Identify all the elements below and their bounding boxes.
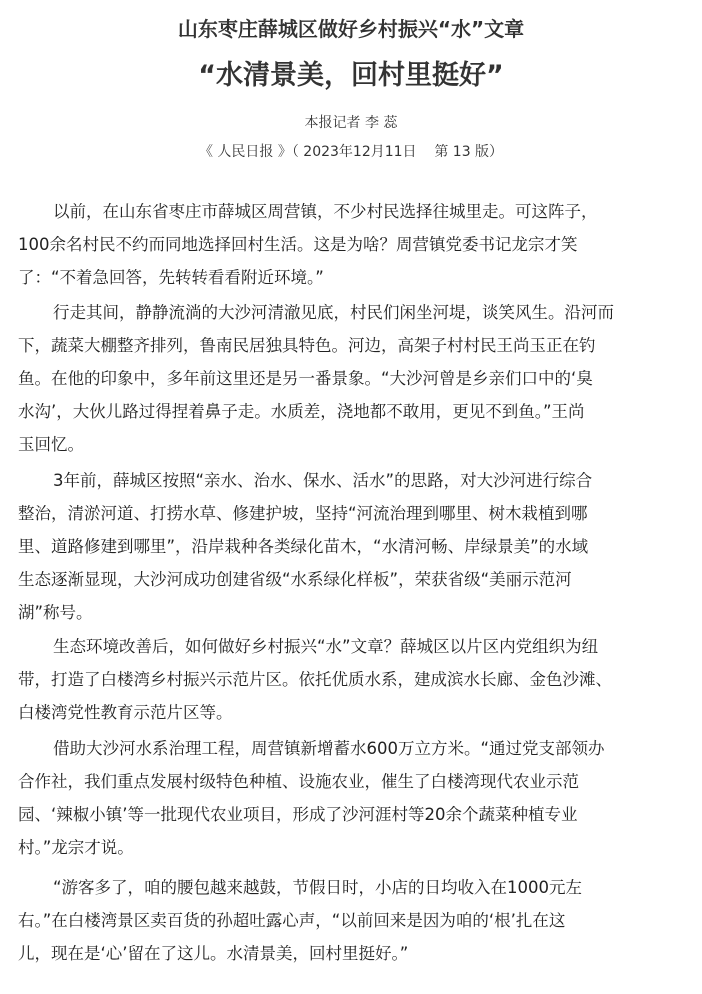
paragraph-line: 白楼湾党性教育示范片区等。: [18, 703, 233, 722]
paragraph-line: 儿，现在是‘心’留在了这儿。水清景美，回村里挺好。”: [18, 944, 409, 963]
paragraph-line: 鱼。在他的印象中，多年前这里还是另一番景象。“大沙河曾是乡亲们口中的‘臭: [18, 369, 593, 388]
paragraph-line: 下，蔬菜大棚整齐排列，鲁南民居独具特色。河边，高架子村村民王尚玉正在钓: [18, 336, 596, 355]
paragraph-line: 里、道路修建到哪里”，沿岸栽种各类绿化苗木，“水清河畅、岸绿景美”的水域: [18, 537, 589, 556]
paragraph-line: 借助大沙河水系治理工程，周营镇新增蓄水600万立方米。“通过党支部领办: [53, 739, 605, 758]
paragraph-2: [18, 296, 684, 461]
paragraph-line: “游客多了，咱的腰包越来越鼓，节假日时，小店的日均收入在1000元左: [53, 878, 583, 897]
article-byline: 本报记者 李 蕊: [304, 115, 398, 131]
article-source: 《 人民日报 》（ 2023年12月11日 第 13 版）: [198, 144, 504, 160]
paragraph-line: 湖”称号。: [18, 603, 93, 622]
paragraph-line: 水沟’，大伙儿路过得捏着鼻子走。水质差，浇地都不敢用，更见不到鱼。”王尚: [18, 402, 585, 421]
paragraph-1: [18, 195, 684, 294]
paragraph-line: 3年前，薛城区按照“亲水、治水、保水、活水”的思路，对大沙河进行综合: [53, 471, 593, 490]
paragraph-line: 玉回忆。: [18, 435, 84, 454]
paragraph-line: 行走其间，静静流淌的大沙河清澈见底，村民们闲坐河堤，谈笑风生。沿河而: [53, 303, 614, 322]
paragraph-line: 合作社，我们重点发展村级特色种植、设施农业，催生了白楼湾现代农业示范: [18, 772, 579, 791]
paragraph-line: 生态环境改善后，如何做好乡村振兴“水”文章？薛城区以片区内党组织为纽: [53, 637, 599, 656]
paragraph-line: 了：“不着急回答，先转转看看附近环境。”: [18, 268, 324, 287]
paragraph-line: 以前，在山东省枣庄市薛城区周营镇，不少村民选择往城里走。可这阵子，: [53, 202, 598, 221]
paragraph-line: 村。”龙宗才说。: [18, 838, 134, 857]
article-kicker: 山东枣庄薛城区做好乡村振兴“水”文章: [177, 17, 525, 41]
article-headline: “水清景美，回村里挺好”: [198, 60, 504, 91]
paragraph-line: 园、‘辣椒小镇’等一批现代农业项目，形成了沙河涯村等20余个蔬菜种植专业: [18, 805, 578, 824]
paragraph-line: 整治，清淤河道、打捞水草、修建护坡，坚持“河流治理到哪里、树木栽植到哪: [18, 504, 588, 523]
paragraph-line: 100余名村民不约而同地选择回村生活。这是为啥？周营镇党委书记龙宗才笑: [18, 235, 578, 254]
paragraph-line: 带，打造了白楼湾乡村振兴示范片区。依托优质水系，建成滨水长廊、金色沙滩、: [18, 670, 612, 689]
paragraph-5: [18, 732, 684, 864]
paragraph-6: [18, 871, 684, 970]
paragraph-line: 右。”在白楼湾景区卖百货的孙超吐露心声，“以前回来是因为咱的‘根’扎在这: [18, 911, 566, 930]
paragraph-line: 生态逐渐显现，大沙河成功创建省级“水系绿化样板”，荣获省级“美丽示范河: [18, 570, 572, 589]
paragraph-3: [18, 464, 684, 629]
paragraph-4: [18, 630, 684, 729]
